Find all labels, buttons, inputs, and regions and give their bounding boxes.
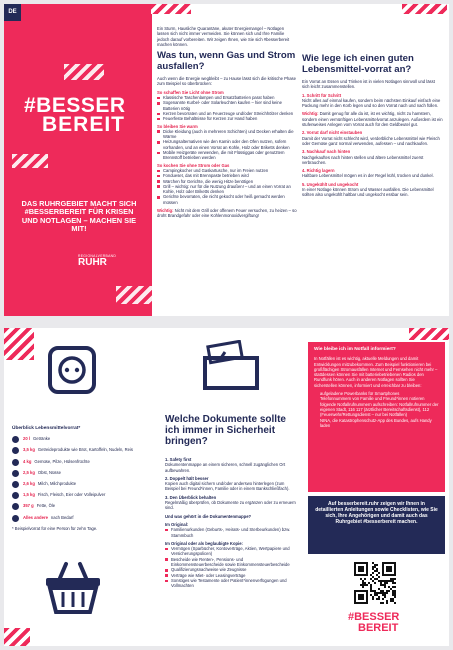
list-item: Fondueset, das mit Brennpaste betrieben wird <box>157 173 297 178</box>
food-row <box>12 503 148 510</box>
decor-stripes <box>151 4 191 14</box>
cta-text: Auf besserbereit.ruhr zeigen wir Ihnen in detaillierten Anleitungen sowie Checklisten, wie Sie sich, Ihre Angehörigen und damit auch das Ruhrgebiet #besserbereit machen. <box>315 501 438 525</box>
language-badge: DE <box>4 4 21 21</box>
step-text: Haltbare Lebensmittel mögen es in der Regel kühl, trocken und dunkel. <box>302 173 434 179</box>
decor-stripes <box>4 628 30 646</box>
doc-step-title: 3. Den Überblick behalten <box>165 494 217 500</box>
hashtag-line-1: #BESSER <box>24 94 126 117</box>
list-item: Telefonnummern von Familie und Freund*innen notieren <box>314 396 439 401</box>
food-list-title: Überblick Lebensmittelvorrat* <box>12 426 81 431</box>
warning-text: Nicht mit dem Grill oder offenem Feuer versuchen, zu heizen – so droht Brandgefahr oder eine Kohlenmonoxidvergiftung! <box>157 208 297 219</box>
brochure-page-1 <box>4 4 449 316</box>
food-list-column <box>4 328 152 646</box>
food-rows <box>12 436 148 521</box>
list-item: Sonstiges wie Testamente oder Patient*innenverfügungen und Vollmachten <box>165 578 297 589</box>
food-amount: 20 l <box>23 436 30 442</box>
list-item: Gerichte bevorraten, die nicht gekocht oder heiß gemacht werden müssen <box>157 194 297 205</box>
food-amount: Alles andere <box>23 514 48 520</box>
food-label: nach Bedarf <box>50 514 74 520</box>
doc-step-text: Regelmäßig überprüfen, ob Dokumente zu ergänzen oder zu erneuern sind. <box>165 500 296 511</box>
list-item: Mobile Heizgeräte verwenden, die mit Flüssiggas oder genutztem Brennstoff betrieben werden <box>157 150 297 161</box>
step-title: Wichtig: <box>302 111 319 117</box>
orig-heading: Im Original: <box>165 521 189 527</box>
list-item: NINA, die Katastrophenschutz-App des Bundes, aufs Handy laden <box>314 418 439 429</box>
rvr-logo <box>78 254 116 268</box>
cta-box <box>308 496 445 554</box>
step-note <box>302 111 443 127</box>
info-list <box>314 391 439 428</box>
warm-heading: So bleiben Sie warm <box>157 123 198 129</box>
basket-glyph <box>44 560 102 616</box>
warning-label: Wichtig: <box>157 208 174 214</box>
document-folder-icon <box>201 340 261 393</box>
food-label: Fette, Öle <box>36 503 56 509</box>
documents-column <box>157 328 299 646</box>
cook-heading: So kochen Sie ohne Strom oder Gas <box>157 162 230 168</box>
food-row <box>12 447 148 454</box>
food-supply-heading: Wie lege ich einen guten Lebensmittel-vorrat an? <box>302 53 414 75</box>
list-item: folgende Notfallrufnummern aufschreiben: Notfallrufnummer der eigenen Stadt, 116 117 (ärztlicher Bereitschaftsdienst), 112 (Feuerwehr/Rettungsdienst – nur bei Notfällen) <box>314 402 439 418</box>
doc-step-text: Kopien auch digital sichern und/oder anderswo hinterlegen (zum Beispiel bei Freund*innen, Familie oder in einem Bankschließfach). <box>165 481 290 492</box>
step-text: Damit genug für alle da ist, ist es wichtig, nicht zu hamstern, sondern einen vernünftigen Lebensmittelvorrat anzulegen. Außerdem ist ein stufenweises Anlegen vom Vorrat auch für den Geldbeutel gut. <box>302 111 443 128</box>
step-title: 5. Ungekühlt und ungekocht <box>302 181 359 187</box>
list-item: Kerzen bevorraten und an Feuerzeuge und/oder Streichhölzer denken <box>157 111 297 116</box>
orig-list <box>165 527 297 538</box>
food-label: Gemüse, Pilze, Hülsenfrüchte <box>34 458 90 464</box>
cover-text: DAS RUHRGEBIET MACHT SICH #BESSERBEREIT FÜR KRISEN UND NOTLAGEN – MACHEN SIE MIT! <box>21 199 137 234</box>
documents-body <box>165 454 297 589</box>
rvr-logo-big: RUHR <box>78 257 107 268</box>
energy-column <box>157 26 297 222</box>
step-title: 4. Richtig lagern <box>302 168 335 174</box>
hashtag-line-2: BEREIT <box>358 622 399 634</box>
rvr-logo-small: REGIONALVERBAND <box>78 254 117 258</box>
info-text: In Notfällen ist es wichtig, aktuelle Meldungen und damit Entwicklungen mitzubekommen. Zum Beispiel funktionieren bei großflächigen Stromausfällen Internet und Fernsehen nicht mehr – stattdessen können Sie mit batteriebetriebenen Radios den Rundfunk hören. Auch in anderen Notlagen sollten Sie sicherstellen können, informiert und erreichbar zu bleiben: <box>314 356 438 388</box>
warning-note <box>157 208 297 219</box>
socket-glyph <box>52 350 92 390</box>
qr-glyph <box>352 560 398 606</box>
hashtag-line-2: BEREIT <box>42 113 126 136</box>
food-amount: 1,5 kg <box>23 492 35 498</box>
food-row <box>12 436 148 443</box>
decor-stripes <box>409 328 449 340</box>
list-item: Sogenannte Kurbel- oder Solarleuchten kaufen – hier sind keine Batterien nötig <box>157 100 297 111</box>
food-icon <box>12 492 19 499</box>
food-amount: 3,5 kg <box>23 447 35 453</box>
list-item: Grill – wichtig: nur für die Nutzung draußen! – und an einen Vorrat an Kohle, Holz oder Briketts denken <box>157 184 297 195</box>
decor-stripes <box>402 4 447 14</box>
documents-heading: Welche Dokumente sollte ich immer in Sicherheit bringen? <box>165 414 286 447</box>
food-row <box>12 492 148 499</box>
step-text: In einer Notlage können Strom und Wasser ausfallen. Die Lebensmittel sollten also ungekühlt haltbar und ungekocht essbar sein. <box>302 187 434 198</box>
brochure-page-2 <box>4 328 449 646</box>
food-icon <box>12 436 19 443</box>
step-text: Damit der Vorrat nicht schlecht wird, verderbliche Lebensmittel wie Fleisch oder Gemüse ganz normal verwenden, aufessen – und nachkaufen. <box>302 135 440 146</box>
list-item: Feuerfeste Behältnisse für Kerzen zur Hand haben <box>157 116 297 121</box>
doc-step-title: 1. Safety first <box>165 457 192 462</box>
hashtag-logo-small <box>348 612 399 634</box>
food-amount: 2,6 kg <box>23 481 35 487</box>
food-footnote: * Beispielvorrat für eine Person für zehn Tage. <box>12 525 98 531</box>
list-item: Campingkocher und Gaskartusche, nur im Freien nutzen <box>157 168 297 173</box>
light-list <box>157 95 297 121</box>
light-heading: So schaffen Sie Licht ohne Strom <box>157 89 224 95</box>
cover-panel <box>4 4 152 316</box>
list-item: Vermögen (Sparbücher, Kontoverträge, Aktien, Wertpapiere und Versicherungspolicen) <box>165 546 297 557</box>
step-title: 1. Schritt für Schritt <box>302 92 342 98</box>
food-list <box>12 426 148 531</box>
food-row <box>12 481 148 488</box>
list-item: aufgeladene Powerbanks für Smartphones <box>314 391 439 396</box>
list-item: Dicke Kleidung (auch in mehreren Schichten) und Decken erhalten die Wärme <box>157 129 297 140</box>
info-column <box>304 328 449 646</box>
food-icon <box>12 481 19 488</box>
food-icon <box>12 459 19 466</box>
doc-step-title: 2. Doppelt hält besser <box>165 475 209 481</box>
cook-list <box>157 168 297 205</box>
list-item: Wärchen für Gerichte, die wenig Hitze benötigen <box>157 179 297 184</box>
doc-question: Und was gehört in die Dokumentenmappe? <box>165 513 252 519</box>
info-box <box>308 342 445 492</box>
intro-text: Ein Sturm, Hausliche Quarantäne, akuter Energiemangel – Notlagen lassen sich nicht immer vermeiden. Sie können sich und Ihre Familie jedoch darauf vorbereiten. Wir zeigen Ihnen, wie Sie sich #besserbereit machen können. <box>157 26 290 47</box>
food-row <box>12 515 148 522</box>
basket-icon <box>44 560 102 621</box>
step-text: Nachgekauftes nach hinten stellen und ältere Lebensmittel zuerst verbrauchen. <box>302 154 424 165</box>
list-item: Familienurkunden (Geburts-, Heirats- und Sterbeurkunden) bzw. Stammbuch <box>165 527 297 538</box>
food-label: Getränke <box>33 436 51 442</box>
food-icon <box>12 447 19 454</box>
food-icon <box>12 515 19 522</box>
food-label: Getreideprodukte wie Brot, Kartoffeln, Nudeln, Reis <box>37 447 133 453</box>
list-item: Heizungsalternativen wie den Kamin oder den Ofen nutzen, sofern vorhanden, und an einen Vorrat an Kohle, Holz oder Briketts denken <box>157 139 297 150</box>
list-item: Klassische Taschenlampen und Ersatzbatterien parat haben <box>157 95 297 100</box>
food-icon <box>12 470 19 477</box>
list-item: Verträge wie Miet- oder Leasingverträge <box>165 573 297 578</box>
food-row <box>12 459 148 466</box>
food-supply-column <box>302 24 443 201</box>
copy-list <box>165 546 297 588</box>
decor-stripes <box>64 64 104 80</box>
decor-stripes <box>12 154 48 168</box>
hashtag-logo <box>24 96 126 134</box>
hashtag-line-1: #BESSER <box>348 611 400 623</box>
food-amount: 357 g <box>23 503 34 509</box>
info-heading: Wie bleibe ich im Notfall informiert? <box>314 347 396 352</box>
step-text: Nicht alles auf einmal kaufen, sondern beim nächsten Einkauf einfach eine Packung mehr in den Korb legen und so den Vorrat nach und nach füllen. <box>302 97 441 109</box>
list-item: Qualifizierungsnachweise wie Zeugnisse <box>165 567 297 572</box>
food-icon <box>12 503 19 510</box>
list-item: Bescheide wie Renten-, Pensions- und Einkommensteuerbescheide sowie Einkommensteuerbescheide <box>165 557 297 568</box>
energy-intro: Auch wenn die Energie wegbleibt – zu Hause lässt sich die kritische Phase zum Beispiel so überbrücken: <box>157 76 296 87</box>
food-label: Obst, Nüsse <box>37 469 61 475</box>
food-amount: 2,5 kg <box>23 469 35 475</box>
food-supply-intro: Ein Vorrat an Essen und Trinken ist in vielen Notlagen sinnvoll und lässt sich leicht zusammenstellen. <box>302 79 435 90</box>
decor-stripes <box>4 328 34 360</box>
food-label: Milch, Milchprodukte <box>37 481 77 487</box>
energy-heading: Was tun, wenn Gas und Strom ausfallen? <box>157 50 296 72</box>
socket-icon <box>48 346 96 394</box>
doc-step-text: Dokumentenmappe an einem sicheren, schnell zugänglichen Ort aufbewahren. <box>165 462 286 473</box>
step-title: 3. Nachkauf nach hinten <box>302 149 351 155</box>
food-amount: 4 kg <box>23 458 32 464</box>
decor-stripes <box>116 286 152 304</box>
folder-glyph <box>201 340 261 392</box>
food-label: Fisch, Fleisch, Eier oder Volleipulver <box>37 492 106 498</box>
warm-list <box>157 129 297 161</box>
food-row <box>12 470 148 477</box>
copy-heading: Im Original oder als beglaubigte Kopie: <box>165 540 243 546</box>
step-title: 2. Vorrat darf nicht einstauben <box>302 130 363 136</box>
qr-code-icon[interactable] <box>352 560 398 606</box>
